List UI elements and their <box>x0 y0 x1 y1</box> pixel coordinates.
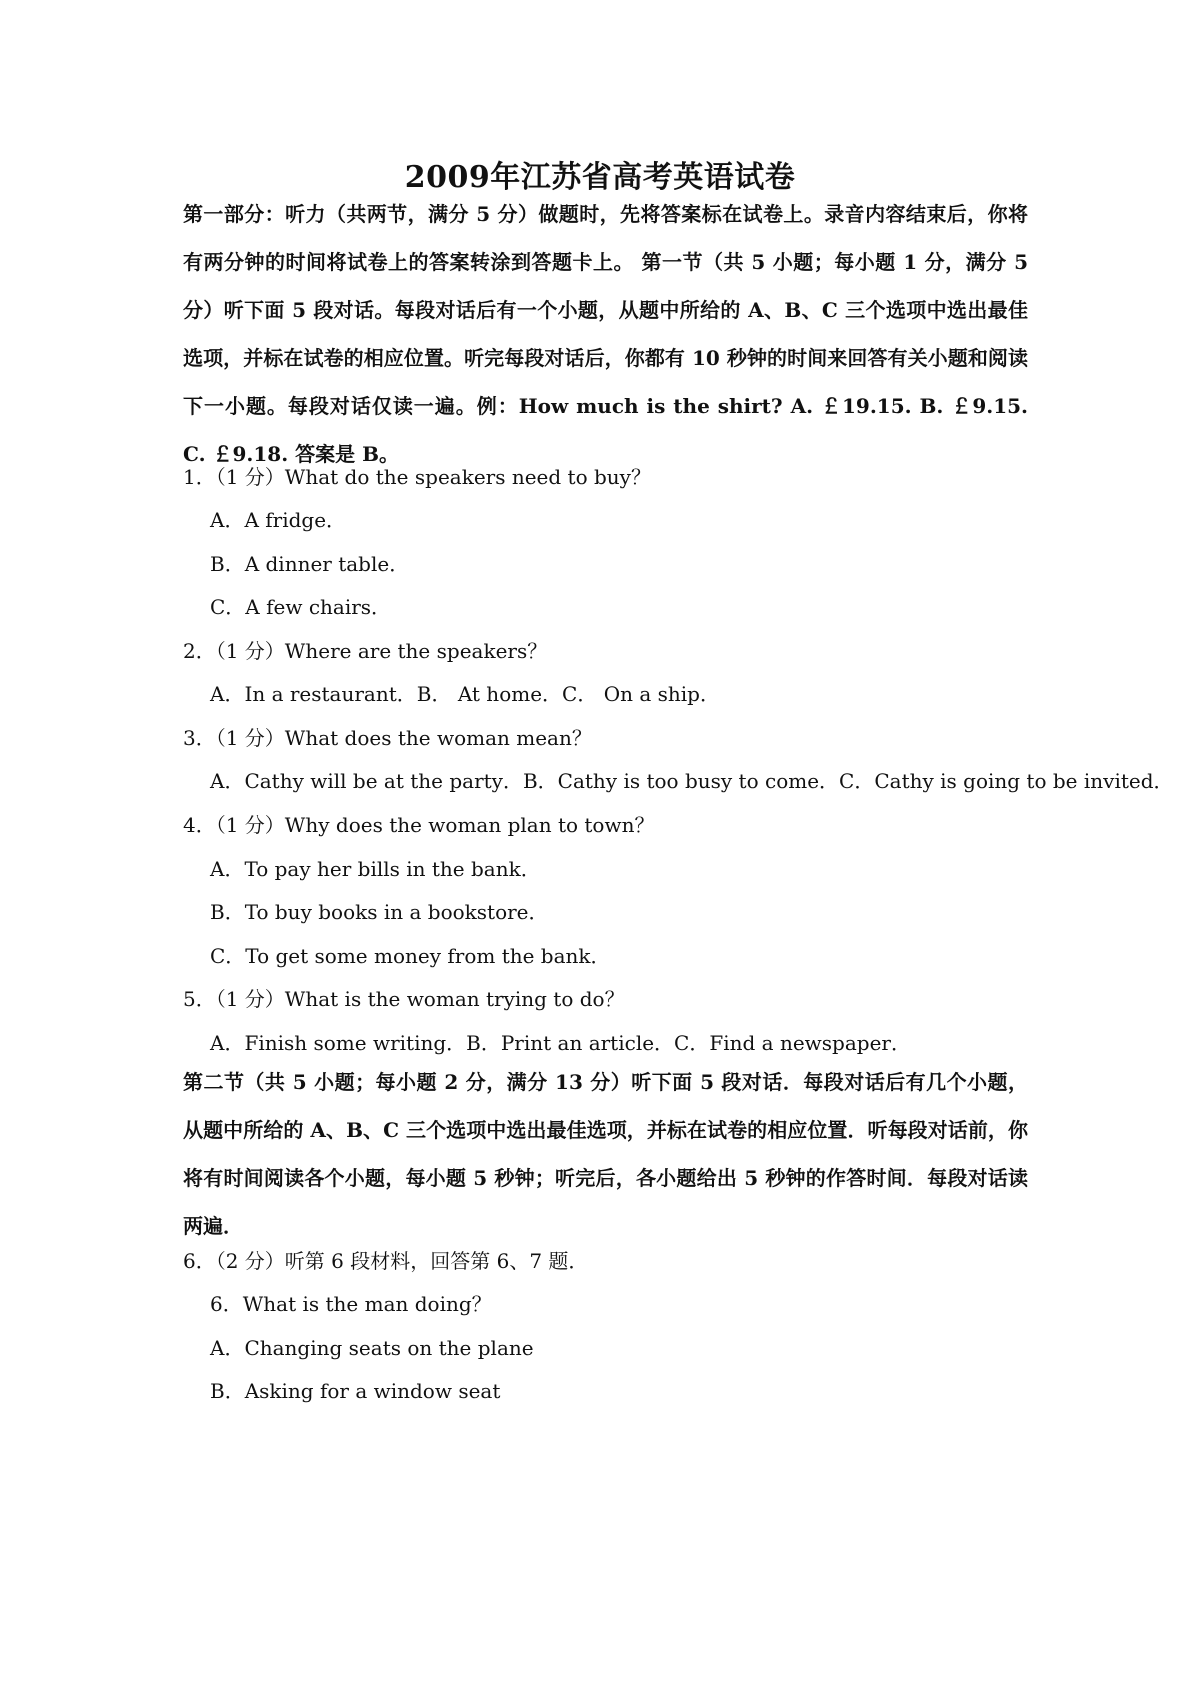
section2-instructions: 第二节（共 5 小题；每小题 2 分，满分 13 分）听下面 5 段对话．每段对话后有几个小题，从题中所给的 A、B、C 三个选项中选出最佳选项，并标在试卷的相应位置．听每段对话前，你将有时间阅读各个小题，每小题 5 秒钟；听完后，各小题给出 5 秒钟的作答时间．每段对话读两遍． <box>183 1070 1028 1238</box>
question-4-option-a: A．To pay her bills in the bank． <box>210 857 541 881</box>
question-1-option-b: B．A dinner table． <box>210 552 410 576</box>
question-2-options: A．In a restaurant．B． At home．C． On a ship． <box>210 682 720 706</box>
question-6-stem: 6．（2 分）听第 6 段材料，回答第 6、7 题． <box>183 1249 589 1273</box>
question-3-stem: 3．（1 分）What does the woman mean？ <box>183 726 592 750</box>
question-5-stem: 5．（1 分）What is the woman trying to do？ <box>183 987 625 1011</box>
question-1-option-c: C．A few chairs． <box>210 595 392 619</box>
page-title: 2009年江苏省高考英语试卷 <box>404 160 796 195</box>
question-6-option-b: B．Asking for a window seat <box>210 1379 501 1403</box>
question-4-stem: 4．（1 分）Why does the woman plan to town？ <box>183 813 655 837</box>
question-5-options: A．Finish some writing．B．Print an article．C．Find a newspaper． <box>210 1031 911 1055</box>
question-6-option-a: A．Changing seats on the plane <box>210 1336 534 1360</box>
question-2-stem: 2．（1 分）Where are the speakers？ <box>183 639 548 663</box>
question-4-option-c: C．To get some money from the bank． <box>210 944 611 968</box>
part1-instructions: 第一部分：听力（共两节，满分 5 分）做题时，先将答案标在试卷上。录音内容结束后，你将有两分钟的时间将试卷上的答案转涂到答题卡上。 第一节（共 5 小题；每小题 1 分，满分 5 分）听下面 5 段对话。每段对话后有一个小题，从题中所给的 A、B、C 三个选项中选出最佳选项，并标在试卷的相应位置。听完每段对话后，你都有 10 秒钟的时间来回答有关小题和阅读下一小题。每段对话仅读一遍。例：How much is the shirt? A. ￡19.15. B. ￡9.15. C. ￡9.18. 答案是 B。 <box>183 202 1028 466</box>
question-3-options: A．Cathy will be at the party．B．Cathy is too busy to come．C．Cathy is going to be invited． <box>210 769 1174 793</box>
question-1-stem: 1．（1 分）What do the speakers need to buy？ <box>183 465 651 489</box>
question-1-option-a: A．A fridge． <box>210 508 347 532</box>
question-4-option-b: B．To buy books in a bookstore． <box>210 900 549 924</box>
question-6-subquestion: 6．What is the man doing？ <box>210 1292 492 1316</box>
